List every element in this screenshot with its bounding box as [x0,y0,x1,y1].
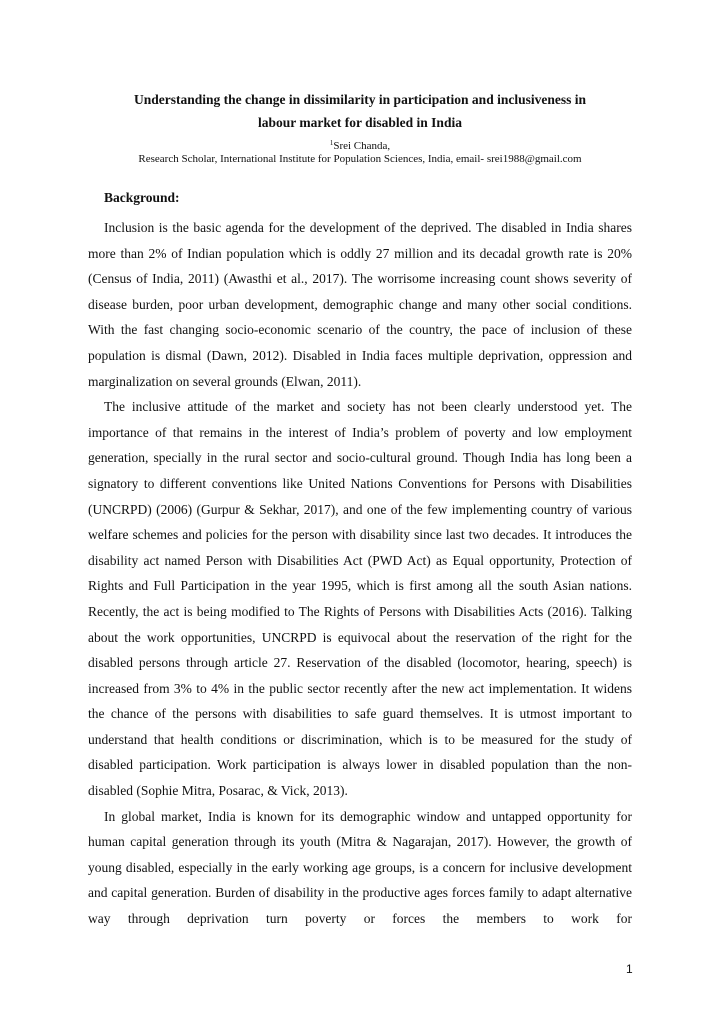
paper-title-line-2: labour market for disabled in India [258,115,462,130]
author-footnote-marker: 1 [329,139,334,147]
paper-title-line-1: Understanding the change in dissimilarity in participation and inclusiveness in [134,92,586,107]
author-affiliation: Research Scholar, International Institute for Population Sciences, India, email- srei1988@gmail.com [138,153,582,165]
page-number: 1 [626,962,633,976]
section-heading-background: Background: [104,190,180,205]
author-line [0,139,720,152]
paragraph-2: The inclusive attitude of the market and society has not been clearly understood yet. The importance of that remains in the interest of India’s problem of poverty and low employment generation, specially in the rural sector and socio-cultural ground. Though India has long been a signatory to different conventions like United Nations Conventions for Persons with Disabilities (UNCRPD) (2006) (Gurpur & Sekhar, 2017), and one of the few implementing country of various welfare schemes and policies for the person with disability since last two decades. It introduces the disability act named Person with Disabilities Act (PWD Act) as Equal opportunity, Protection of Rights and Full Participation in the year 1995, which is first among all the south Asian nations. Recently, the act is being modified to The Rights of Persons with Disabilities Acts (2016). Talking about the work opportunities, UNCRPD is equivocal about the reservation of the right for the disabled persons through article 27. Reservation of the disabled (locomotor, hearing, speech) is increased from 3% to 4% in the public sector recently after the new act implementation. It widens the chance of the persons with disabilities to safe guard themselves. It is utmost important to understand that health conditions or discrimination, which is to be measured for the study of disabled participation. Work participation is always lower in disabled population than the non-disabled (Sophie Mitra, Posarac, & Vick, 2013). [88,399,632,799]
body-text [88,215,632,932]
paragraph-1: Inclusion is the basic agenda for the development of the deprived. The disabled in India shares more than 2% of Indian population which is oddly 27 million and its decadal growth rate is 20% (Census of India, 2011) (Awasthi et al., 2017). The worrisome increasing count shows severity of disease burden, poor urban development, demographic change and many other social conditions. With the fast changing socio-economic scenario of the country, the pace of inclusion of these population is dismal (Dawn, 2012). Disabled in India faces multiple deprivation, oppression and marginalization on several grounds (Elwan, 2011). [88,220,632,389]
author-name: Srei Chanda, [333,140,391,152]
paragraph-3: In global market, India is known for its demographic window and untapped opportunity for human capital generation through its youth (Mitra & Nagarajan, 2017). However, the growth of young disabled, especially in the early working age groups, is a concern for inclusive development and capital generation. Burden of disability in the productive ages forces family to adapt alternative way through deprivation turn poverty or forces the members to work for [88,808,632,927]
